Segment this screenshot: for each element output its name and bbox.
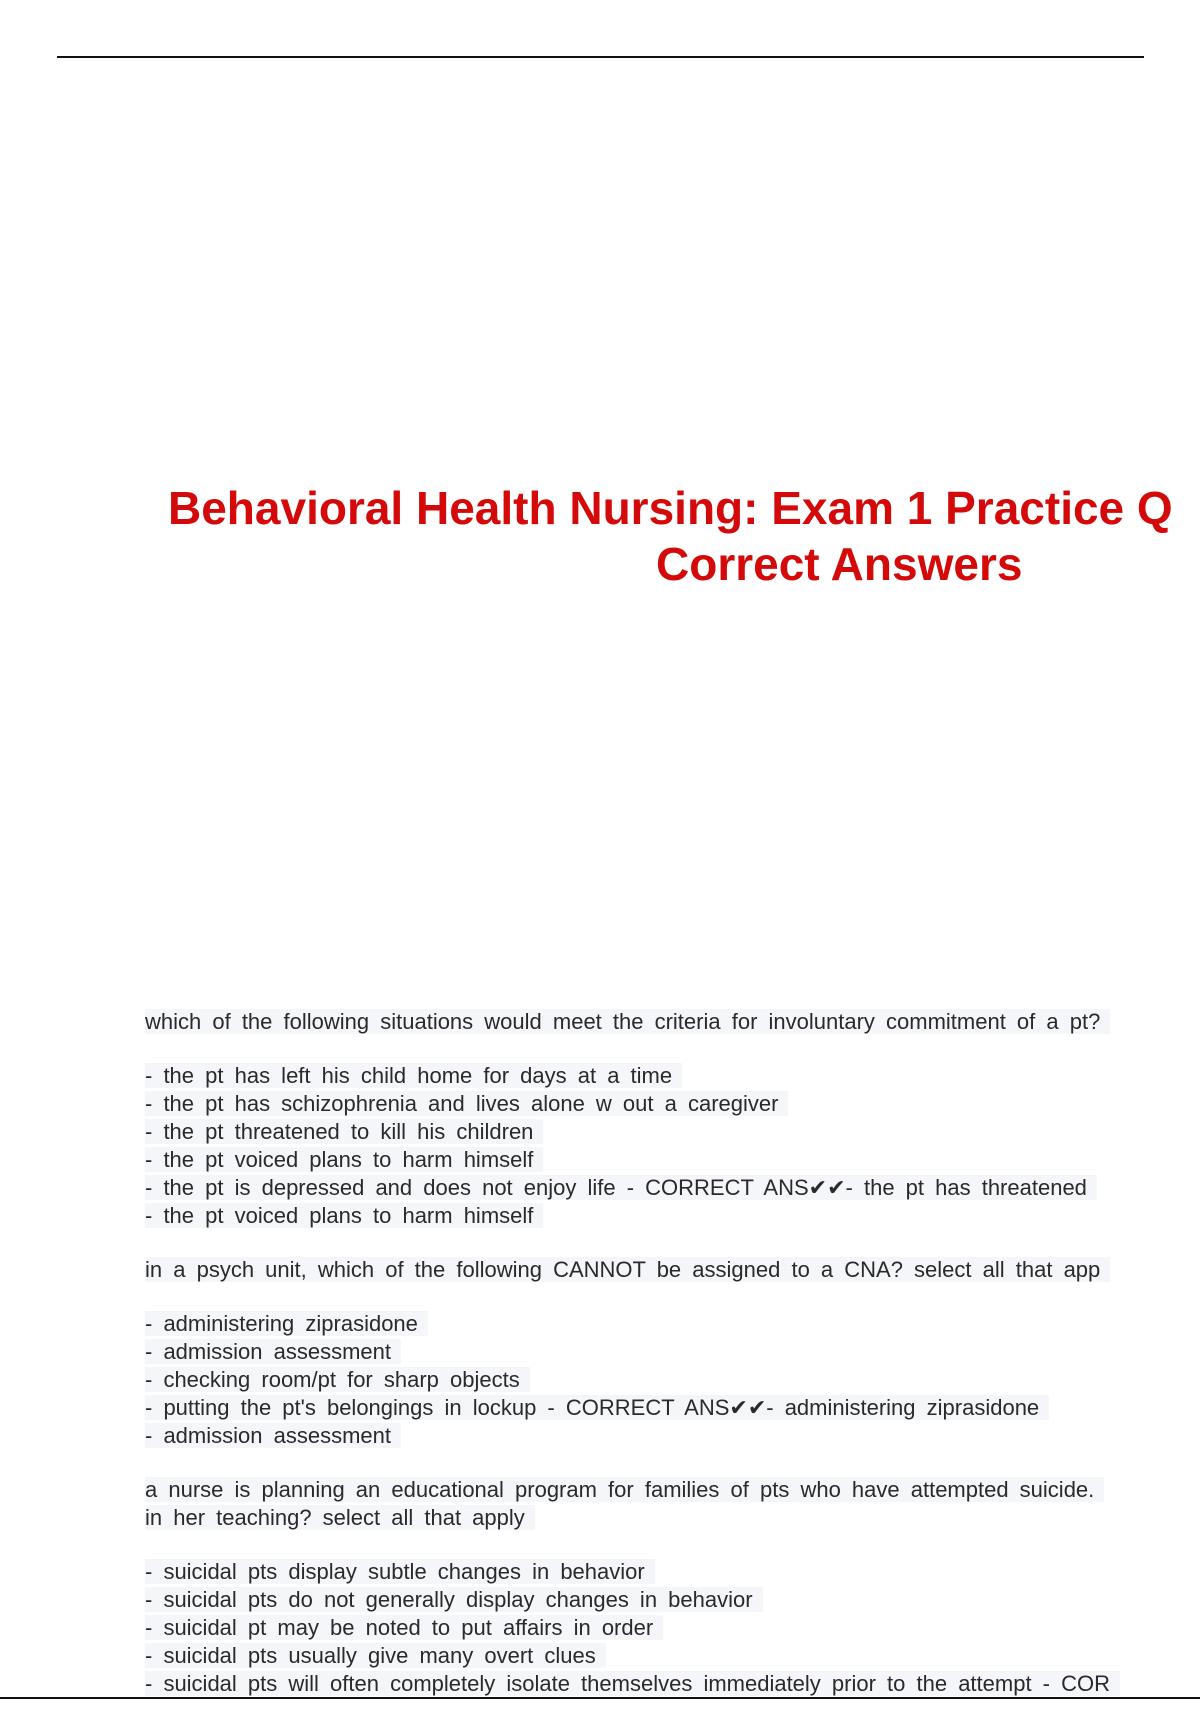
answer-option: - admission assessment — [145, 1422, 1200, 1450]
question-3-options — [145, 1558, 1200, 1698]
question-1 — [145, 1008, 1200, 1036]
answer-option: - admission assessment — [145, 1338, 1200, 1366]
answer-option-with-correct-answer: - the pt is depressed and does not enjoy life - CORRECT ANS✔✔- the pt has threatened — [145, 1174, 1200, 1202]
answer-option: - the pt has schizophrenia and lives alone w out a caregiver — [145, 1090, 1200, 1118]
answer-option: - the pt voiced plans to harm himself — [145, 1202, 1200, 1230]
answer-option: - the pt voiced plans to harm himself — [145, 1146, 1200, 1174]
answer-option: - administering ziprasidone — [145, 1310, 1200, 1338]
document-title — [168, 480, 1200, 592]
header-rule — [57, 56, 1144, 58]
footer-rule — [0, 1697, 1200, 1699]
question-2-options — [145, 1310, 1200, 1450]
title-line-2: Correct Answers — [656, 538, 1023, 590]
answer-option: - suicidal pts usually give many overt clues — [145, 1642, 1200, 1670]
question-prompt: which of the following situations would meet the criteria for involuntary commitment of a pt? — [145, 1008, 1200, 1036]
question-prompt: in a psych unit, which of the following CANNOT be assigned to a CNA? select all that app — [145, 1256, 1200, 1284]
answer-option: - the pt has left his child home for days at a time — [145, 1062, 1200, 1090]
answer-option: - suicidal pts display subtle changes in behavior — [145, 1558, 1200, 1586]
question-2 — [145, 1256, 1200, 1284]
answer-option: - the pt threatened to kill his children — [145, 1118, 1200, 1146]
answer-option-with-correct-answer: - putting the pt's belongings in lockup - CORRECT ANS✔✔- administering ziprasidone — [145, 1394, 1200, 1422]
answer-option-with-correct-answer: - suicidal pts will often completely isolate themselves immediately prior to the attempt - COR — [145, 1670, 1200, 1698]
question-1-options — [145, 1062, 1200, 1230]
question-3 — [145, 1476, 1200, 1532]
answer-option: - suicidal pts do not generally display changes in behavior — [145, 1586, 1200, 1614]
question-prompt-continued: in her teaching? select all that apply — [145, 1504, 1200, 1532]
document-body — [145, 1008, 1200, 1724]
answer-option: - suicidal pt may be noted to put affairs in order — [145, 1614, 1200, 1642]
question-prompt: a nurse is planning an educational program for families of pts who have attempted suicide. — [145, 1476, 1200, 1504]
title-line-1: Behavioral Health Nursing: Exam 1 Practice Q — [168, 482, 1173, 534]
answer-option: - checking room/pt for sharp objects — [145, 1366, 1200, 1394]
